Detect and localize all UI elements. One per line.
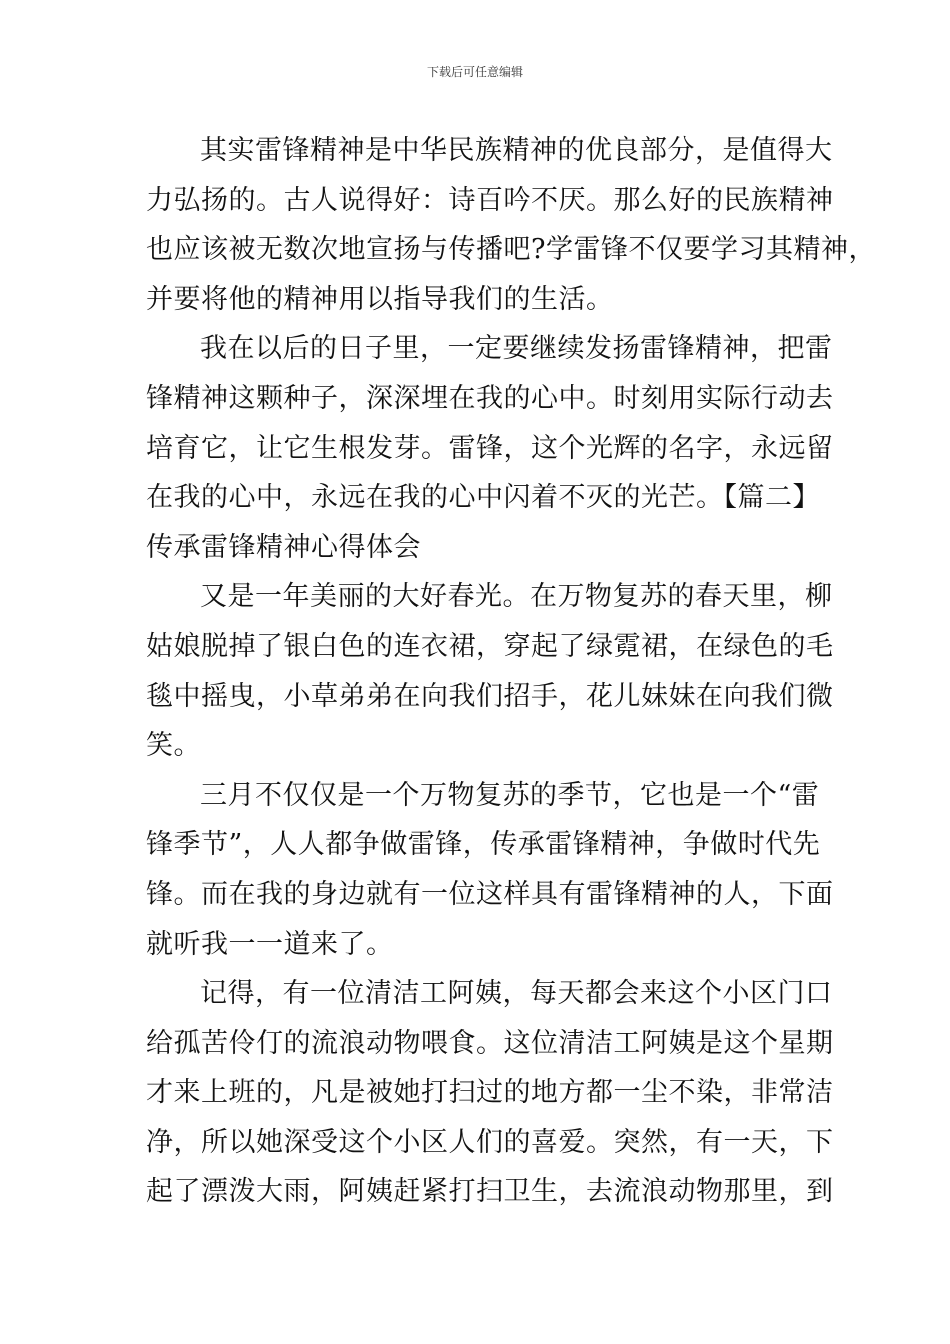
text-line: 力弘扬的。古人说得好：诗百吟不厌。那么好的民族精神 xyxy=(146,184,834,216)
page-header: 下载后可任意编辑 xyxy=(426,65,523,79)
text-line: 毯中摇曳，小草弟弟在向我们招手，花儿妹妹在向我们微 xyxy=(146,680,834,712)
text-line: 净，所以她深受这个小区人们的喜爱。突然，有一天，下 xyxy=(146,1126,834,1158)
section-title-line: 传承雷锋精神心得体会 xyxy=(146,531,421,563)
text-line: 又是一年美丽的大好春光。在万物复苏的春天里，柳 xyxy=(200,581,833,613)
text-line: 才来上班的，凡是被她打扫过的地方都一尘不染，非常洁 xyxy=(146,1077,834,1109)
text-line: 其实雷锋精神是中华民族精神的优良部分，是值得大 xyxy=(200,135,833,166)
text-line: 姑娘脱掉了银白色的连衣裙，穿起了绿霓裙，在绿色的毛 xyxy=(146,630,834,662)
text-line: 三月不仅仅是一个万物复苏的季节，它也是一个“雷 xyxy=(200,779,820,811)
text-line: 笑。 xyxy=(146,730,201,762)
text-line: 在我的心中，永远在我的心中闪着不灭的光芒。【篇二】 xyxy=(146,482,820,514)
text-line: 锋精神这颗种子，深深埋在我的心中。时刻用实际行动去 xyxy=(146,382,834,414)
text-line: 锋。而在我的身边就有一位这样具有雷锋精神的人，下面 xyxy=(146,878,834,910)
document-body xyxy=(146,126,876,1217)
text-line: 记得，有一位清洁工阿姨，每天都会来这个小区门口 xyxy=(200,978,833,1010)
text-line: 并要将他的精神用以指导我们的生活。 xyxy=(146,283,614,315)
text-line: 也应该被无数次地宣扬与传播吧?学雷锋不仅要学习其精神， xyxy=(146,234,876,266)
text-line: 我在以后的日子里，一定要继续发扬雷锋精神，把雷 xyxy=(200,333,833,365)
text-line: 起了漂泼大雨，阿姨赶紧打扫卫生，去流浪动物那里，到 xyxy=(146,1176,834,1208)
text-line: 给孤苦伶仃的流浪动物喂食。这位清洁工阿姨是这个星期 xyxy=(146,1027,834,1059)
text-line: 培育它，让它生根发芽。雷锋，这个光辉的名字，永远留 xyxy=(146,432,834,464)
text-line: 锋季节”，人人都争做雷锋，传承雷锋精神，争做时代先 xyxy=(146,829,821,861)
text-line: 就听我一一道来了。 xyxy=(146,928,394,960)
